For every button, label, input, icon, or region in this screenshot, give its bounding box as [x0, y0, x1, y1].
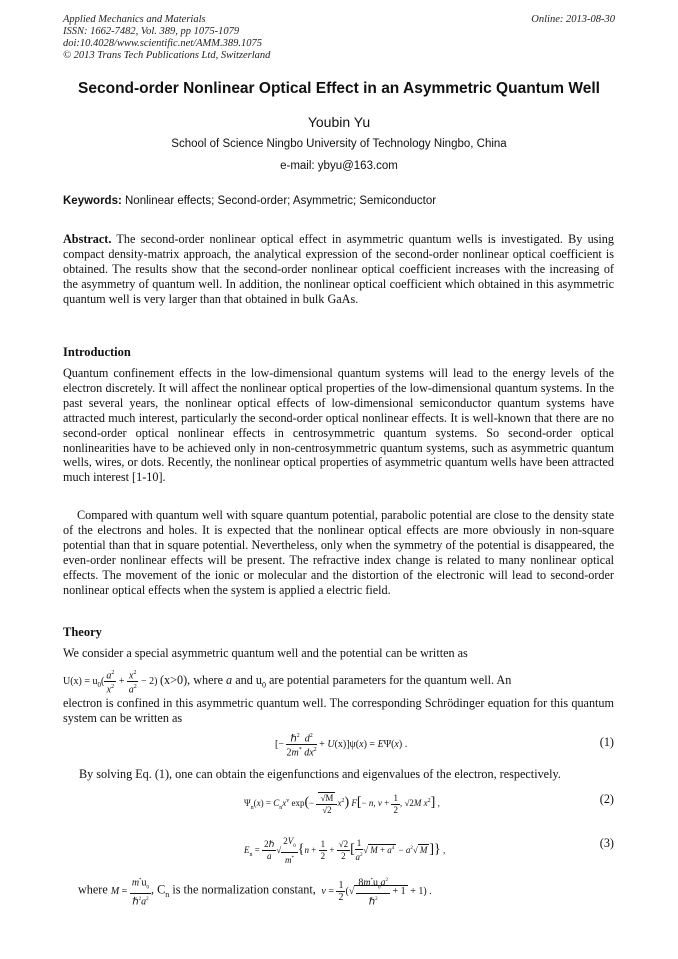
doi: doi:10.4028/www.scientific.net/AMM.389.1075 — [63, 38, 262, 49]
theory-line-2 — [63, 668, 614, 696]
abstract — [63, 232, 614, 307]
theory-line-2-and: and — [232, 673, 256, 688]
issn: ISSN: 1662-7482, Vol. 389, pp 1075-1079 — [63, 26, 240, 37]
eq1-number: (1) — [599, 735, 614, 749]
potential-formula: $U(x) = u_0$( $\frac{a^2}{x^2}$ + $\frac{x^2}{a^2}$ − 2) — [63, 670, 160, 696]
param-a: a — [226, 673, 233, 688]
theory-heading: Theory — [63, 625, 102, 639]
param-u0: $u_0$ — [255, 673, 266, 690]
intro-paragraph-2: Compared with quantum well with square quantum potential, parabolic potential are close to the density state of the electrons and holes. It is expected that the nonlinear optical effects are more obviously in non-square potential than that in square potential. Nevertheless, only when the symmetry of the potential is disappeared, the even-order nonlinear effects will be present. The refractive index change is related to many nonlinear optical effects. The movement of the ionic or molecular and the distortion of the electronic will lead to second-order nonlinear optical effects when the system is applied a electric field. — [63, 508, 614, 597]
keywords-text: Nonlinear effects; Second-order; Asymmetric; Semiconductor — [121, 195, 437, 207]
equation-3: $E_n$ = $\frac{\text{2ℏ}}{a}$ √ $\frac{2V_0}{m^*}$ {n + $\frac{1}{2}$ + $\frac{√2}{2}$ [ $\frac{1}{a^2}$ √ $M + a^4 - a^2√$ M ]} , — [244, 836, 446, 865]
theory-line-2-mid: (x>0), where — [159, 673, 227, 688]
cn-rest: is the normalization constant, — [169, 882, 316, 897]
m-formula: M = $\frac{m^*u_0}{\hbar^2a^2}$ — [111, 886, 151, 897]
keywords — [63, 195, 623, 207]
journal-meta — [63, 14, 270, 62]
online-date: Online: 2013-08-30 — [531, 14, 615, 25]
where-word: where — [78, 882, 111, 897]
abstract-text: The second-order nonlinear optical effect in asymmetric quantum wells is investigated. By using compact density-matrix approach, the analytical expression of the second-order nonlinear optical coefficient is obtained. The results show that the second-order nonlinear optical coefficient increases with the increasing of the asymmetry of quantum well. In addition, the nonlinear optical coefficient which obtained in this asymmetric quantum well is very larger than that obtained in bulk GaAs. — [63, 232, 614, 306]
eq2-number: (2) — [599, 792, 614, 806]
cn-text: , C — [151, 882, 166, 897]
v-formula: v = $\frac{1}{2}$ (√ $\frac{8m^*u_0a^2}{\hbar^2}$ + 1 + 1) . — [319, 886, 432, 897]
keywords-label: Keywords: — [63, 195, 122, 207]
where-line — [78, 875, 614, 908]
introduction-heading: Introduction — [63, 345, 131, 359]
theory-line-1: We consider a special asymmetric quantum well and the potential can be written as — [63, 646, 468, 660]
abstract-label: Abstract. — [63, 232, 112, 246]
paper-title: Second-order Nonlinear Optical Effect in an Asymmetric Quantum Well — [78, 80, 600, 97]
equation-1: [− $\frac{\hbar^2 d^2}{2m^* dx^2}$ + U(x)]ψ(x) = EΨ(x) . — [275, 733, 408, 759]
affiliation: School of Science Ningbo University of Technology Ningbo, China — [171, 138, 507, 150]
author: Youbin Yu — [307, 114, 371, 130]
email: e-mail: ybyu@163.com — [280, 160, 398, 172]
theory-line-3: electron is confined in this asymmetric quantum well. The corresponding Schrödinger equation for this quantum system can be written as — [63, 696, 614, 725]
theory-line-2-end: are potential parameters for the quantum well. An — [265, 673, 512, 688]
journal-name: Applied Mechanics and Materials — [63, 14, 206, 25]
eq3-number: (3) — [599, 836, 614, 850]
intro-paragraph-1: Quantum confinement effects in the low-dimensional quantum systems will lead to the energy levels of the electron discretely. It will affect the nonlinear optical properties of the low-dimensional quantum systems. In the past several years, the nonlinear optical effects of low-dimensional semiconductor quantum systems have attracted much interest, particularly the second-order optical nonlinear effects. It is well-known that there are no second-order optical nonlinear effects in centrosymmetric quantum systems. So second-order optical nonlinearities have to be achieved only in non-centrosymmetric quantum systems, such as asymmetric quantum wells, wires, or dots. Recently, the nonlinear optical properties of asymmetric quantum wells have been attracted much interest [1-10]. — [63, 366, 614, 485]
copyright: © 2013 Trans Tech Publications Ltd, Switzerland — [63, 50, 271, 61]
equation-2: $\Psi_n(x) = C_nx^v$ exp(− $\frac{√M}{√2}$ $x^2$) F[− n, v + $\frac{1}{2}$ , √2M $x^2$] , — [244, 792, 440, 815]
cn-sub: n — [165, 890, 170, 900]
solve-sentence: By solving Eq. (1), one can obtain the eigenfunctions and eigenvalues of the electron, respectively. — [79, 767, 561, 781]
